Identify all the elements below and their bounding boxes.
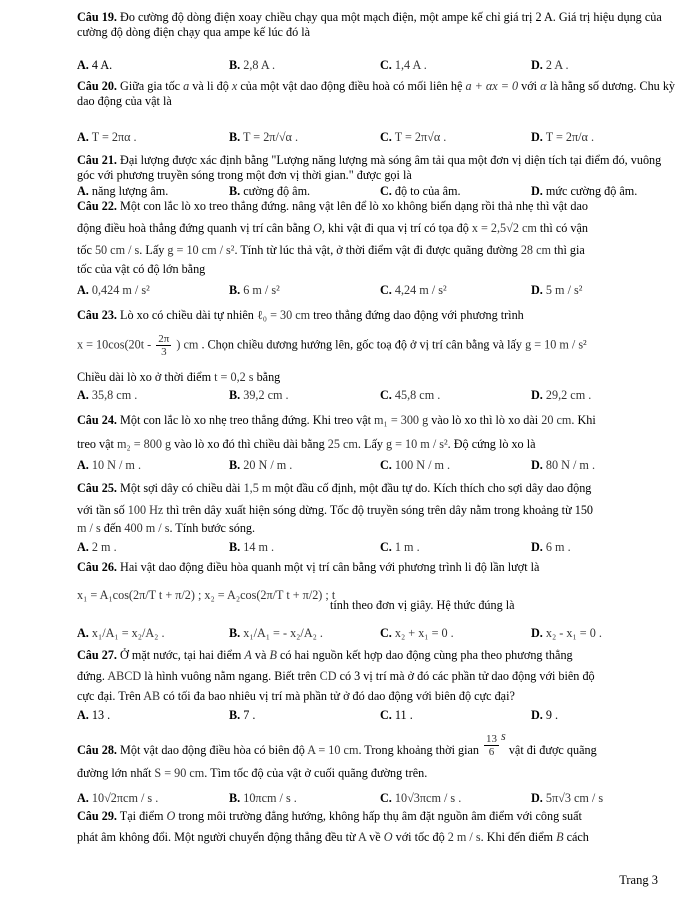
option-d[interactable]: D. mức cường độ âm.: [531, 184, 638, 198]
question-22-line-4: tốc của vật có độ lớn bằng: [77, 262, 206, 276]
question-25-line-3: m / s đến 400 m / s. Tính bước sóng.: [77, 521, 256, 535]
option-c[interactable]: C. x₂ + x₁ = 0 .: [380, 626, 454, 640]
question-22-line-3: tốc 50 cm / s. Lấy g = 10 cm / s². Tính từ lúc thả vật, ở thời điểm vật đi được quãng đường 28 cm thì gia: [77, 243, 585, 257]
options-22: [77, 283, 677, 299]
option-b[interactable]: B. 14 m .: [229, 540, 275, 554]
question-number: Câu 23.: [77, 308, 117, 322]
option-d[interactable]: D. 29,2 cm .: [531, 388, 592, 402]
options-24: [77, 458, 677, 474]
option-c[interactable]: C. 11 .: [380, 708, 413, 722]
question-23-equation: x = 10cos(20t - $\frac{2\pi}{3}$ ) cm . Chọn chiều dương hướng lên, gốc toạ độ ở vị trí cân bằng và lấy g = 10 m / s²: [77, 333, 587, 358]
question-20: Câu 20. Giữa gia tốc a và li độ x của một vật dao động điều hoà có mối liên hệ a + αx = 0 với α là hằng số dương. Chu kỳ dao động của vật là: [77, 79, 676, 108]
option-b[interactable]: B. 39,2 cm .: [229, 388, 289, 402]
question-23-line-3: Chiều dài lò xo ở thời điểm t = 0,2 s bằng: [77, 370, 281, 384]
option-a[interactable]: A. 10√2πcm / s .: [77, 791, 159, 805]
question-number: Câu 21.: [77, 153, 117, 167]
option-b[interactable]: B. 6 m / s²: [229, 283, 280, 297]
options-20: [77, 126, 677, 148]
option-a[interactable]: A. năng lượng âm.: [77, 184, 169, 198]
options-26: [77, 626, 677, 642]
option-c[interactable]: C. 45,8 cm .: [380, 388, 441, 402]
option-b[interactable]: B. 2,8 A .: [229, 58, 276, 72]
question-text: Đo cường độ dòng điện xoay chiều chạy qua một mạch điện, một ampe kế chỉ giá trị 2 A. Giá trị hiệu dụng của cường độ dòng điện chạy qua ampe kế lúc đó là: [77, 10, 662, 39]
options-25: [77, 540, 677, 556]
option-b[interactable]: B. T = 2π/√α .: [229, 130, 299, 144]
option-a[interactable]: A. 4 A.: [77, 58, 113, 72]
question-24-line-2: treo vật m₂ = 800 g vào lò xo đó thì chiều dài bằng 25 cm. Lấy g = 10 m / s². Độ cứng lò xo là: [77, 437, 536, 451]
option-d[interactable]: D. 5 m / s²: [531, 283, 583, 297]
question-29-line-2: phát âm không đổi. Một người chuyển động thẳng đều từ A về O với tốc độ 2 m / s. Khi đến điểm B cách: [77, 830, 589, 844]
question-23: Câu 23. Lò xo có chiều dài tự nhiên ℓ₀ = 30 cm treo thẳng đứng dao động với phương trình: [77, 308, 524, 322]
question-26: Câu 26. Hai vật dao động điều hòa quanh một vị trí cân bằng với phương trình li độ lần lượt là: [77, 560, 540, 574]
option-d[interactable]: D. 9 .: [531, 708, 559, 722]
option-d[interactable]: D. 80 N / m .: [531, 458, 595, 472]
question-27: Câu 27. Ở mặt nước, tại hai điểm A và B có hai nguồn kết hợp dao động cùng pha theo phương thẳng: [77, 648, 573, 662]
option-d[interactable]: D. T = 2π/α .: [531, 130, 594, 144]
option-c[interactable]: C. độ to của âm.: [380, 184, 461, 198]
option-c[interactable]: C. T = 2π√α .: [380, 130, 447, 144]
option-b[interactable]: B. 7 .: [229, 708, 256, 722]
question-number: Câu 22.: [77, 199, 117, 213]
option-d[interactable]: D. 6 m .: [531, 540, 571, 554]
question-number: Câu 28.: [77, 743, 117, 757]
question-21: Câu 21. Đại lượng được xác định bằng "Lượng năng lượng mà sóng âm tải qua một đơn vị diện tích tại điểm đó, vuông góc với phương truyền sóng trong một đơn vị thời gian." được gọi là: [77, 153, 662, 182]
question-number: Câu 29.: [77, 809, 117, 823]
question-28-line-2: đường lớn nhất S = 90 cm. Tìm tốc độ của vật ở cuối quãng đường trên.: [77, 766, 428, 780]
question-27-line-2: đứng. ABCD là hình vuông nằm ngang. Biết trên CD có 3 vị trí mà ở đó các phần tử dao động với biên độ: [77, 669, 595, 683]
option-c[interactable]: C. 1 m .: [380, 540, 420, 554]
option-b[interactable]: B. x₁/A₁ = - x₂/A₂ .: [229, 626, 323, 640]
option-c[interactable]: C. 1,4 A .: [380, 58, 427, 72]
option-c[interactable]: C. 10√3πcm / s .: [380, 791, 462, 805]
question-25: Câu 25. Một sợi dây có chiều dài 1,5 m một đầu cố định, một đầu tự do. Kích thích cho sợi dây dao động: [77, 481, 592, 495]
question-19: [77, 10, 677, 40]
question-number: Câu 25.: [77, 481, 117, 495]
question-25-line-2: với tần số 100 Hz thì trên dây xuất hiện sóng dừng. Tốc độ truyền sóng trên dây nằm trong khoảng từ 150: [77, 503, 594, 517]
question-22-line-2: động điều hoà thẳng đứng quanh vị trí cân bằng O, khi vật đi qua vị trí có tọa độ x = 2,5√2 cm thì có vận: [77, 221, 588, 235]
question-26-line-3: tính theo đơn vị giây. Hệ thức đúng là: [330, 598, 515, 612]
question-28: Câu 28. Một vật dao động điều hòa có biên độ A = 10 cm. Trong khoảng thời gian $\frac{13}{6}$ s vật đi được quãng: [77, 729, 597, 758]
question-22: Câu 22. Một con lắc lò xo treo thẳng đứng. nâng vật lên để lò xo không biến dạng rồi thả nhẹ thì vật dao: [77, 199, 588, 213]
option-a[interactable]: A. 0,424 m / s²: [77, 283, 150, 297]
options-23: [77, 388, 677, 404]
option-a[interactable]: A. 2 m .: [77, 540, 117, 554]
option-b[interactable]: B. 20 N / m .: [229, 458, 293, 472]
option-a[interactable]: A. T = 2πα .: [77, 130, 137, 144]
question-number: Câu 19.: [77, 10, 117, 24]
question-24: Câu 24. Một con lắc lò xo nhẹ treo thẳng đứng. Khi treo vật m₁ = 300 g vào lò xo thì lò xo dài 20 cm. Khi: [77, 413, 596, 427]
question-26-equation: x₁ = A₁cos(2π/T t + π/2) ; x₂ = A₂cos(2π/T t + π/2) ; t: [77, 588, 336, 602]
options-21: [77, 184, 677, 200]
option-a[interactable]: A. 35,8 cm .: [77, 388, 138, 402]
page-number: Trang 3: [619, 873, 658, 887]
option-a[interactable]: A. 10 N / m .: [77, 458, 141, 472]
question-number: Câu 24.: [77, 413, 117, 427]
option-b[interactable]: B. 10πcm / s .: [229, 791, 297, 805]
option-d[interactable]: D. x₂ - x₁ = 0 .: [531, 626, 602, 640]
question-27-line-3: cực đại. Trên AB có tối đa bao nhiêu vị trí mà phần tử ở đó dao động với biên độ cực đại?: [77, 689, 515, 703]
question-29: Câu 29. Tại điểm O trong môi trường đẳng hướng, không hấp thụ âm đặt nguồn âm điểm với công suất: [77, 809, 582, 823]
option-b[interactable]: B. cường độ âm.: [229, 184, 311, 198]
question-number: Câu 20.: [77, 79, 117, 93]
options-28: [77, 791, 677, 807]
options-27: [77, 708, 677, 724]
option-a[interactable]: A. 13 .: [77, 708, 111, 722]
option-a[interactable]: A. x₁/A₁ = x₂/A₂ .: [77, 626, 165, 640]
option-d[interactable]: D. 2 A .: [531, 58, 569, 72]
question-number: Câu 26.: [77, 560, 117, 574]
option-c[interactable]: C. 100 N / m .: [380, 458, 451, 472]
options-19: [77, 58, 677, 74]
question-number: Câu 27.: [77, 648, 117, 662]
option-d[interactable]: D. 5π√3 cm / s: [531, 791, 604, 805]
option-c[interactable]: C. 4,24 m / s²: [380, 283, 447, 297]
